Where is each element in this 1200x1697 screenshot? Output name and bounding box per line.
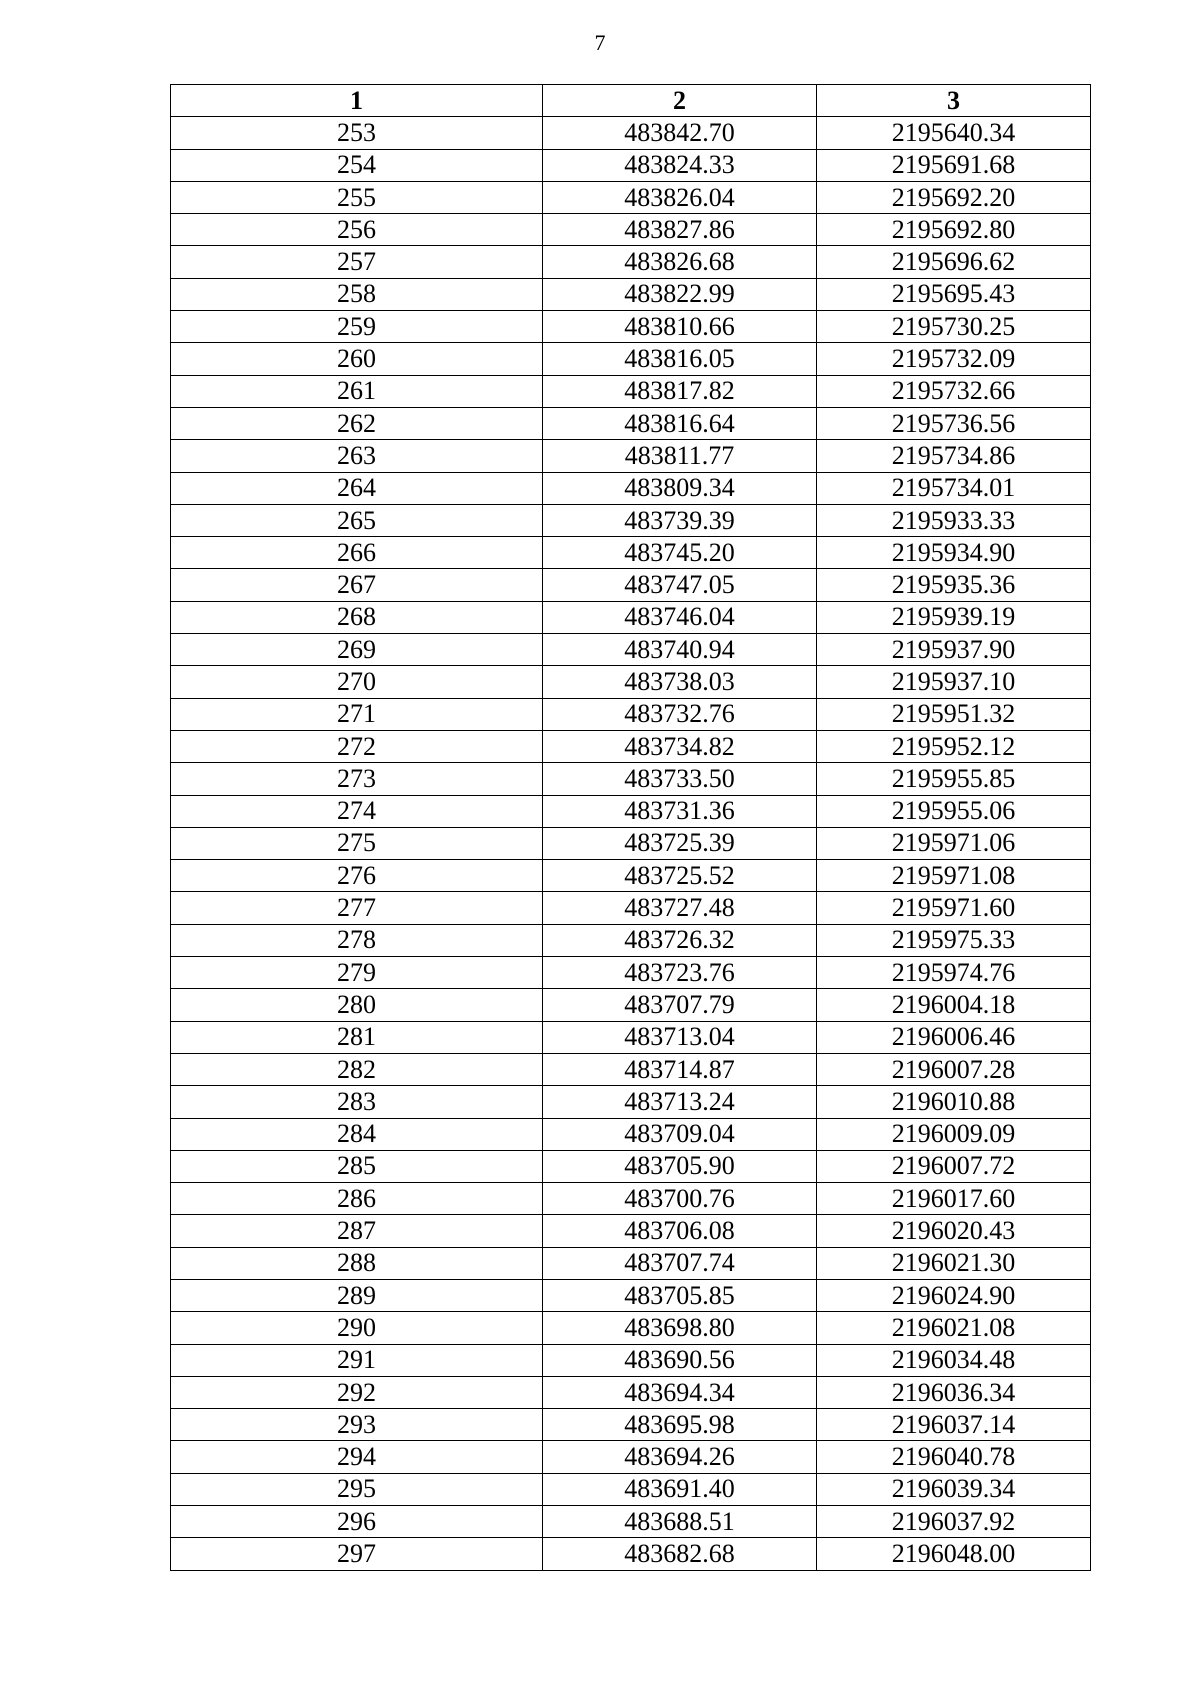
y-coordinate-cell: 2196034.48 <box>817 1344 1091 1376</box>
y-coordinate-cell: 2195640.34 <box>817 117 1091 149</box>
x-coordinate-cell: 483705.90 <box>543 1150 817 1182</box>
x-coordinate-cell: 483691.40 <box>543 1473 817 1505</box>
point-number-cell: 279 <box>171 957 543 989</box>
point-number-cell: 295 <box>171 1473 543 1505</box>
table-row <box>171 989 1091 1021</box>
point-number-cell: 270 <box>171 666 543 698</box>
point-number-cell: 277 <box>171 892 543 924</box>
x-coordinate-cell: 483732.76 <box>543 698 817 730</box>
table-row <box>171 117 1091 149</box>
point-number-cell: 291 <box>171 1344 543 1376</box>
x-coordinate-cell: 483811.77 <box>543 440 817 472</box>
x-coordinate-cell: 483734.82 <box>543 730 817 762</box>
y-coordinate-cell: 2195732.09 <box>817 343 1091 375</box>
table-row <box>171 1409 1091 1441</box>
point-number-cell: 288 <box>171 1247 543 1279</box>
point-number-cell: 282 <box>171 1053 543 1085</box>
table-row <box>171 860 1091 892</box>
y-coordinate-cell: 2195937.90 <box>817 634 1091 666</box>
table-row <box>171 537 1091 569</box>
x-coordinate-cell: 483707.74 <box>543 1247 817 1279</box>
point-number-cell: 257 <box>171 246 543 278</box>
y-coordinate-cell: 2195730.25 <box>817 311 1091 343</box>
x-coordinate-cell: 483700.76 <box>543 1183 817 1215</box>
y-coordinate-cell: 2196039.34 <box>817 1473 1091 1505</box>
y-coordinate-cell: 2195734.86 <box>817 440 1091 472</box>
table-row <box>171 892 1091 924</box>
y-coordinate-cell: 2195974.76 <box>817 957 1091 989</box>
point-number-cell: 285 <box>171 1150 543 1182</box>
x-coordinate-cell: 483682.68 <box>543 1538 817 1570</box>
table-row <box>171 1376 1091 1408</box>
table-row <box>171 1538 1091 1570</box>
point-number-cell: 255 <box>171 181 543 213</box>
table-row <box>171 957 1091 989</box>
x-coordinate-cell: 483709.04 <box>543 1118 817 1150</box>
table-row <box>171 472 1091 504</box>
y-coordinate-cell: 2195734.01 <box>817 472 1091 504</box>
y-coordinate-cell: 2195952.12 <box>817 730 1091 762</box>
x-coordinate-cell: 483713.04 <box>543 1021 817 1053</box>
header-cell-2: 2 <box>543 85 817 117</box>
y-coordinate-cell: 2196004.18 <box>817 989 1091 1021</box>
x-coordinate-cell: 483690.56 <box>543 1344 817 1376</box>
table-row <box>171 634 1091 666</box>
table-row <box>171 924 1091 956</box>
table-row <box>171 569 1091 601</box>
x-coordinate-cell: 483695.98 <box>543 1409 817 1441</box>
y-coordinate-cell: 2195971.60 <box>817 892 1091 924</box>
table-row <box>171 827 1091 859</box>
table-row <box>171 1021 1091 1053</box>
x-coordinate-cell: 483727.48 <box>543 892 817 924</box>
table-row <box>171 1086 1091 1118</box>
table-row <box>171 1053 1091 1085</box>
point-number-cell: 266 <box>171 537 543 569</box>
y-coordinate-cell: 2195971.06 <box>817 827 1091 859</box>
coordinates-table <box>170 84 1091 1571</box>
table-row <box>171 1247 1091 1279</box>
y-coordinate-cell: 2195692.20 <box>817 181 1091 213</box>
x-coordinate-cell: 483713.24 <box>543 1086 817 1118</box>
point-number-cell: 264 <box>171 472 543 504</box>
x-coordinate-cell: 483733.50 <box>543 763 817 795</box>
y-coordinate-cell: 2196037.92 <box>817 1506 1091 1538</box>
table-row <box>171 440 1091 472</box>
point-number-cell: 263 <box>171 440 543 472</box>
x-coordinate-cell: 483726.32 <box>543 924 817 956</box>
point-number-cell: 267 <box>171 569 543 601</box>
y-coordinate-cell: 2196040.78 <box>817 1441 1091 1473</box>
point-number-cell: 276 <box>171 860 543 892</box>
y-coordinate-cell: 2195937.10 <box>817 666 1091 698</box>
point-number-cell: 275 <box>171 827 543 859</box>
table-row <box>171 730 1091 762</box>
table-row <box>171 1506 1091 1538</box>
x-coordinate-cell: 483694.34 <box>543 1376 817 1408</box>
y-coordinate-cell: 2196021.08 <box>817 1312 1091 1344</box>
table-row <box>171 1183 1091 1215</box>
y-coordinate-cell: 2196007.28 <box>817 1053 1091 1085</box>
y-coordinate-cell: 2195692.80 <box>817 214 1091 246</box>
x-coordinate-cell: 483826.04 <box>543 181 817 213</box>
y-coordinate-cell: 2196021.30 <box>817 1247 1091 1279</box>
point-number-cell: 281 <box>171 1021 543 1053</box>
y-coordinate-cell: 2195955.85 <box>817 763 1091 795</box>
x-coordinate-cell: 483817.82 <box>543 375 817 407</box>
x-coordinate-cell: 483705.85 <box>543 1279 817 1311</box>
table-row <box>171 1312 1091 1344</box>
x-coordinate-cell: 483688.51 <box>543 1506 817 1538</box>
table-row <box>171 795 1091 827</box>
y-coordinate-cell: 2195696.62 <box>817 246 1091 278</box>
point-number-cell: 293 <box>171 1409 543 1441</box>
y-coordinate-cell: 2196017.60 <box>817 1183 1091 1215</box>
x-coordinate-cell: 483723.76 <box>543 957 817 989</box>
x-coordinate-cell: 483694.26 <box>543 1441 817 1473</box>
y-coordinate-cell: 2195736.56 <box>817 407 1091 439</box>
x-coordinate-cell: 483739.39 <box>543 504 817 536</box>
x-coordinate-cell: 483824.33 <box>543 149 817 181</box>
y-coordinate-cell: 2195933.33 <box>817 504 1091 536</box>
table-row <box>171 666 1091 698</box>
x-coordinate-cell: 483725.39 <box>543 827 817 859</box>
x-coordinate-cell: 483827.86 <box>543 214 817 246</box>
x-coordinate-cell: 483746.04 <box>543 601 817 633</box>
y-coordinate-cell: 2195934.90 <box>817 537 1091 569</box>
x-coordinate-cell: 483738.03 <box>543 666 817 698</box>
y-coordinate-cell: 2196010.88 <box>817 1086 1091 1118</box>
table-row <box>171 1279 1091 1311</box>
x-coordinate-cell: 483809.34 <box>543 472 817 504</box>
point-number-cell: 287 <box>171 1215 543 1247</box>
y-coordinate-cell: 2196009.09 <box>817 1118 1091 1150</box>
table-row <box>171 1118 1091 1150</box>
x-coordinate-cell: 483826.68 <box>543 246 817 278</box>
point-number-cell: 258 <box>171 278 543 310</box>
table-row <box>171 407 1091 439</box>
point-number-cell: 297 <box>171 1538 543 1570</box>
table-row <box>171 181 1091 213</box>
point-number-cell: 278 <box>171 924 543 956</box>
point-number-cell: 289 <box>171 1279 543 1311</box>
point-number-cell: 254 <box>171 149 543 181</box>
point-number-cell: 260 <box>171 343 543 375</box>
table-row <box>171 1150 1091 1182</box>
point-number-cell: 284 <box>171 1118 543 1150</box>
point-number-cell: 253 <box>171 117 543 149</box>
x-coordinate-cell: 483714.87 <box>543 1053 817 1085</box>
x-coordinate-cell: 483816.64 <box>543 407 817 439</box>
x-coordinate-cell: 483740.94 <box>543 634 817 666</box>
table-row <box>171 278 1091 310</box>
table-row <box>171 149 1091 181</box>
point-number-cell: 280 <box>171 989 543 1021</box>
point-number-cell: 290 <box>171 1312 543 1344</box>
x-coordinate-cell: 483842.70 <box>543 117 817 149</box>
table-row <box>171 1215 1091 1247</box>
y-coordinate-cell: 2196048.00 <box>817 1538 1091 1570</box>
y-coordinate-cell: 2196037.14 <box>817 1409 1091 1441</box>
y-coordinate-cell: 2195955.06 <box>817 795 1091 827</box>
y-coordinate-cell: 2195691.68 <box>817 149 1091 181</box>
x-coordinate-cell: 483822.99 <box>543 278 817 310</box>
point-number-cell: 269 <box>171 634 543 666</box>
x-coordinate-cell: 483745.20 <box>543 537 817 569</box>
x-coordinate-cell: 483698.80 <box>543 1312 817 1344</box>
page-number: 7 <box>594 30 606 55</box>
point-number-cell: 296 <box>171 1506 543 1538</box>
y-coordinate-cell: 2196036.34 <box>817 1376 1091 1408</box>
table-row <box>171 311 1091 343</box>
table-row <box>171 1441 1091 1473</box>
table-row <box>171 504 1091 536</box>
x-coordinate-cell: 483810.66 <box>543 311 817 343</box>
x-coordinate-cell: 483706.08 <box>543 1215 817 1247</box>
x-coordinate-cell: 483731.36 <box>543 795 817 827</box>
y-coordinate-cell: 2195732.66 <box>817 375 1091 407</box>
y-coordinate-cell: 2195939.19 <box>817 601 1091 633</box>
point-number-cell: 274 <box>171 795 543 827</box>
y-coordinate-cell: 2196006.46 <box>817 1021 1091 1053</box>
y-coordinate-cell: 2195695.43 <box>817 278 1091 310</box>
table-row <box>171 763 1091 795</box>
y-coordinate-cell: 2195971.08 <box>817 860 1091 892</box>
table-row <box>171 343 1091 375</box>
table-row <box>171 246 1091 278</box>
y-coordinate-cell: 2196007.72 <box>817 1150 1091 1182</box>
y-coordinate-cell: 2196020.43 <box>817 1215 1091 1247</box>
table-row <box>171 214 1091 246</box>
x-coordinate-cell: 483725.52 <box>543 860 817 892</box>
table-body <box>171 117 1091 1570</box>
table-row <box>171 1344 1091 1376</box>
table-header <box>171 85 1091 117</box>
point-number-cell: 272 <box>171 730 543 762</box>
point-number-cell: 262 <box>171 407 543 439</box>
y-coordinate-cell: 2195935.36 <box>817 569 1091 601</box>
point-number-cell: 259 <box>171 311 543 343</box>
point-number-cell: 273 <box>171 763 543 795</box>
point-number-cell: 271 <box>171 698 543 730</box>
header-row <box>171 85 1091 117</box>
y-coordinate-cell: 2196024.90 <box>817 1279 1091 1311</box>
point-number-cell: 268 <box>171 601 543 633</box>
y-coordinate-cell: 2195975.33 <box>817 924 1091 956</box>
table-row <box>171 375 1091 407</box>
point-number-cell: 292 <box>171 1376 543 1408</box>
x-coordinate-cell: 483816.05 <box>543 343 817 375</box>
point-number-cell: 294 <box>171 1441 543 1473</box>
table-row <box>171 1473 1091 1505</box>
point-number-cell: 286 <box>171 1183 543 1215</box>
x-coordinate-cell: 483707.79 <box>543 989 817 1021</box>
point-number-cell: 256 <box>171 214 543 246</box>
header-cell-1: 1 <box>171 85 543 117</box>
table-row <box>171 698 1091 730</box>
header-cell-3: 3 <box>817 85 1091 117</box>
point-number-cell: 283 <box>171 1086 543 1118</box>
y-coordinate-cell: 2195951.32 <box>817 698 1091 730</box>
point-number-cell: 261 <box>171 375 543 407</box>
point-number-cell: 265 <box>171 504 543 536</box>
table-row <box>171 601 1091 633</box>
x-coordinate-cell: 483747.05 <box>543 569 817 601</box>
